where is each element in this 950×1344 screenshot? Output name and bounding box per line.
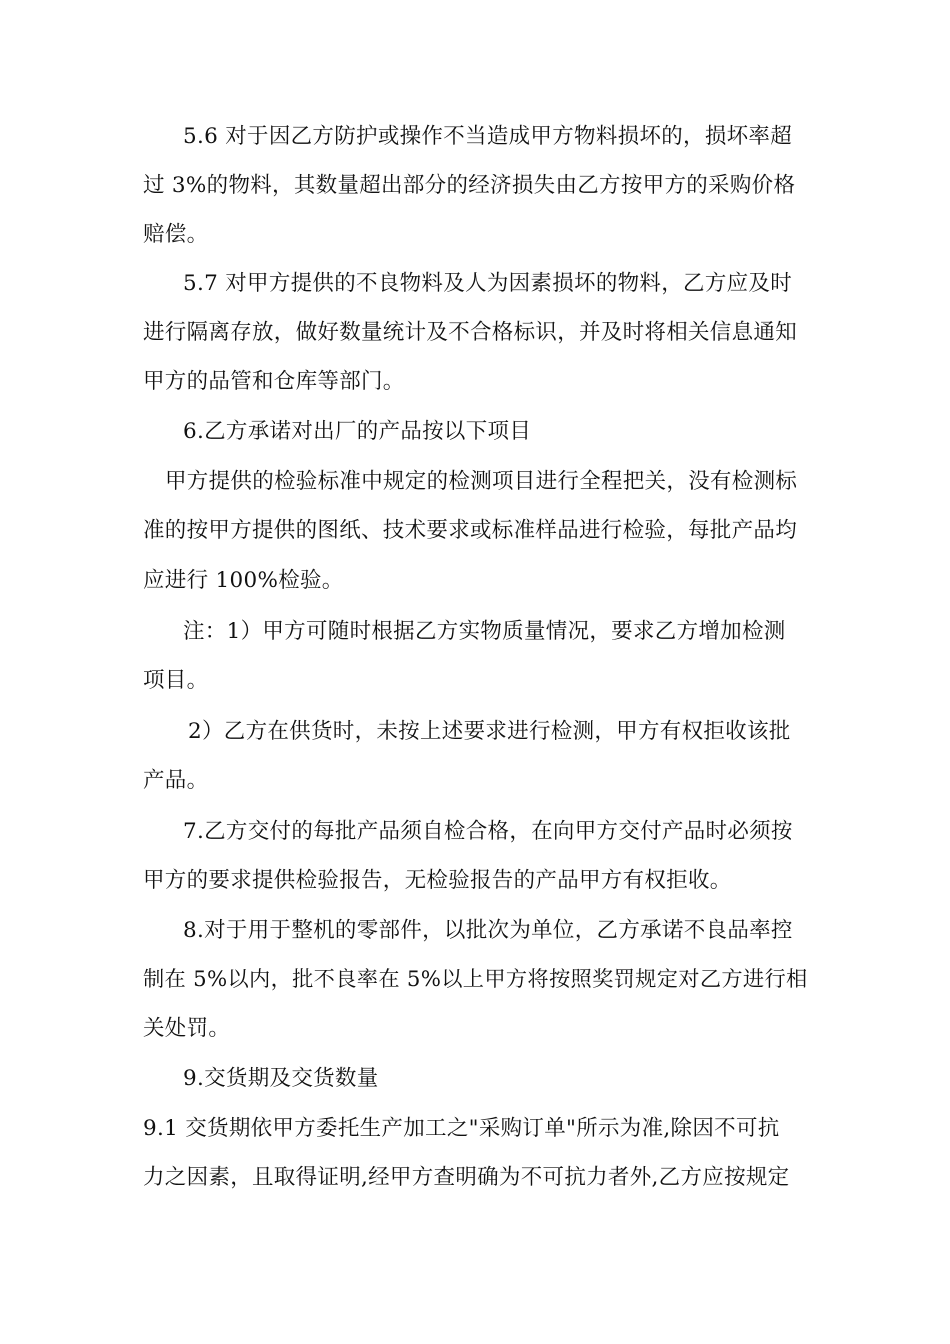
clause-8-line-1: 8.对于用于整机的零部件，以批次为单位，乙方承诺不良品率控 bbox=[183, 918, 793, 943]
clause-5-7-line-1: 5.7 对甲方提供的不良物料及人为因素损坏的物料，乙方应及时 bbox=[183, 271, 793, 296]
clause-9-1-line-2: 力之因素，且取得证明,经甲方查明确为不可抗力者外,乙方应按规定 bbox=[143, 1165, 790, 1190]
clause-8-line-3: 关处罚。 bbox=[143, 1016, 231, 1041]
clause-7-line-2: 甲方的要求提供检验报告，无检验报告的产品甲方有权拒收。 bbox=[143, 868, 732, 893]
clause-6-body-line-1: 甲方提供的检验标准中规定的检测项目进行全程把关，没有检测标 bbox=[165, 469, 798, 494]
clause-8-line-2: 制在 5%以内，批不良率在 5%以上甲方将按照奖罚规定对乙方进行相 bbox=[143, 967, 808, 992]
clause-5-6-line-2: 过 3%的物料，其数量超出部分的经济损失由乙方按甲方的采购价格 bbox=[143, 173, 796, 198]
note-2-line-2: 产品。 bbox=[143, 768, 209, 793]
clause-9-heading: 9.交货期及交货数量 bbox=[183, 1066, 379, 1091]
note-1-line-1: 注：1）甲方可随时根据乙方实物质量情况，要求乙方增加检测 bbox=[183, 619, 786, 644]
clause-6-heading: 6.乙方承诺对出厂的产品按以下项目 bbox=[183, 419, 532, 444]
clause-5-6-line-3: 赔偿。 bbox=[143, 222, 209, 247]
clause-5-7-line-2: 进行隔离存放，做好数量统计及不合格标识，并及时将相关信息通知 bbox=[143, 320, 798, 345]
note-2-line-1: 2）乙方在供货时，未按上述要求进行检测，甲方有权拒收该批 bbox=[188, 719, 791, 744]
clause-6-body-line-2: 准的按甲方提供的图纸、技术要求或标准样品进行检验，每批产品均 bbox=[143, 518, 798, 543]
clause-5-7-line-3: 甲方的品管和仓库等部门。 bbox=[143, 369, 405, 394]
clause-9-1-line-1: 9.1 交货期依甲方委托生产加工之"采购订单"所示为准,除因不可抗 bbox=[143, 1116, 780, 1141]
clause-6-body-line-3: 应进行 100%检验。 bbox=[143, 568, 344, 593]
clause-7-line-1: 7.乙方交付的每批产品须自检合格，在向甲方交付产品时必须按 bbox=[183, 819, 793, 844]
note-1-line-2: 项目。 bbox=[143, 668, 209, 693]
clause-5-6-line-1: 5.6 对于因乙方防护或操作不当造成甲方物料损坏的，损坏率超 bbox=[183, 124, 793, 149]
